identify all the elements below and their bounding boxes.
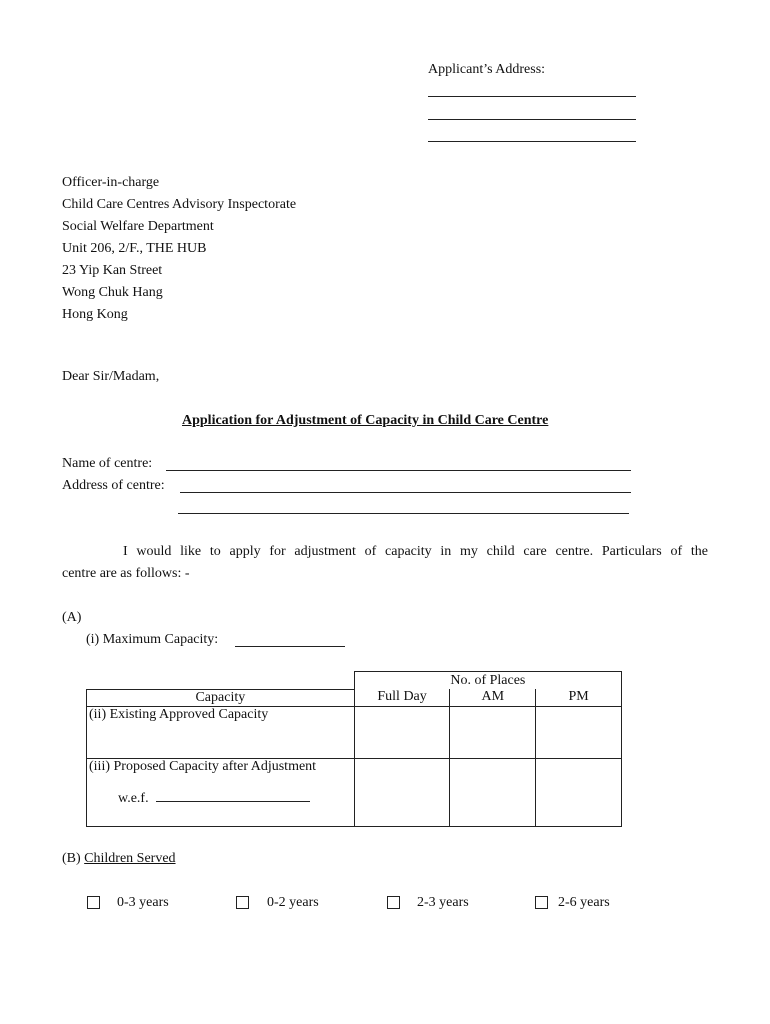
section-b-heading xyxy=(62,851,176,867)
applicant-address-line-1[interactable] xyxy=(428,96,636,97)
full-day-header: Full Day xyxy=(354,689,450,706)
pm-header: PM xyxy=(536,689,622,706)
wef-date-field[interactable] xyxy=(156,789,310,802)
proposed-pm-cell[interactable] xyxy=(536,758,622,826)
applicant-address-line-2[interactable] xyxy=(428,119,636,120)
centre-name-field[interactable] xyxy=(166,470,631,471)
intro-line-1: I would like to apply for adjustment of capacity in my child care centre. Particulars of the xyxy=(123,544,708,559)
centre-address-field-2[interactable] xyxy=(178,513,629,514)
wef-label: w.e.f. xyxy=(118,790,149,806)
capacity-table xyxy=(86,671,622,827)
capacity-header: Capacity xyxy=(87,689,355,706)
recipient-line: 23 Yip Kan Street xyxy=(62,263,163,278)
salutation: Dear Sir/Madam, xyxy=(62,369,160,384)
section-a-heading: (A) xyxy=(62,610,82,625)
existing-pm-cell[interactable] xyxy=(536,706,622,758)
proposed-capacity-label: (iii) Proposed Capacity after Adjustment xyxy=(89,758,317,774)
existing-full-day-cell[interactable] xyxy=(354,706,450,758)
am-header: AM xyxy=(450,689,536,706)
section-b-prefix: (B) xyxy=(62,851,81,866)
no-of-places-header: No. of Places xyxy=(354,672,621,690)
applicant-address-label: Applicant’s Address: xyxy=(428,62,546,77)
proposed-full-day-cell[interactable] xyxy=(354,758,450,826)
recipient-line: Child Care Centres Advisory Inspectorate xyxy=(62,197,297,212)
wef-row xyxy=(89,789,352,807)
intro-line-2: centre are as follows: - xyxy=(62,566,190,581)
checkbox-2-6-years[interactable] xyxy=(535,896,548,909)
centre-address-field-1[interactable] xyxy=(180,492,631,493)
table-blank-corner xyxy=(87,672,355,690)
checkbox-2-3-years[interactable] xyxy=(387,896,400,909)
option-label-0-2-years: 0-2 years xyxy=(267,895,319,910)
recipient-line: Hong Kong xyxy=(62,307,128,322)
existing-am-cell[interactable] xyxy=(450,706,536,758)
recipient-line: Officer-in-charge xyxy=(62,175,160,190)
option-label-2-6-years: 2-6 years xyxy=(558,895,610,910)
recipient-line: Wong Chuk Hang xyxy=(62,285,163,300)
proposed-am-cell[interactable] xyxy=(450,758,536,826)
letter-subject: Application for Adjustment of Capacity in Child Care Centre xyxy=(182,413,549,428)
max-capacity-field[interactable] xyxy=(235,646,345,647)
recipient-address xyxy=(62,172,296,326)
checkbox-0-3-years[interactable] xyxy=(87,896,100,909)
proposed-capacity-cell xyxy=(87,758,355,826)
max-capacity-label: (i) Maximum Capacity: xyxy=(86,632,219,647)
option-label-0-3-years: 0-3 years xyxy=(117,895,169,910)
checkbox-0-2-years[interactable] xyxy=(236,896,249,909)
centre-name-label: Name of centre: xyxy=(62,456,153,471)
recipient-line: Unit 206, 2/F., THE HUB xyxy=(62,241,207,256)
option-label-2-3-years: 2-3 years xyxy=(417,895,469,910)
section-b-title: Children Served xyxy=(84,851,176,866)
recipient-line: Social Welfare Department xyxy=(62,219,214,234)
centre-address-label: Address of centre: xyxy=(62,478,165,493)
existing-capacity-label: (ii) Existing Approved Capacity xyxy=(87,706,355,758)
applicant-address-line-3[interactable] xyxy=(428,141,636,142)
